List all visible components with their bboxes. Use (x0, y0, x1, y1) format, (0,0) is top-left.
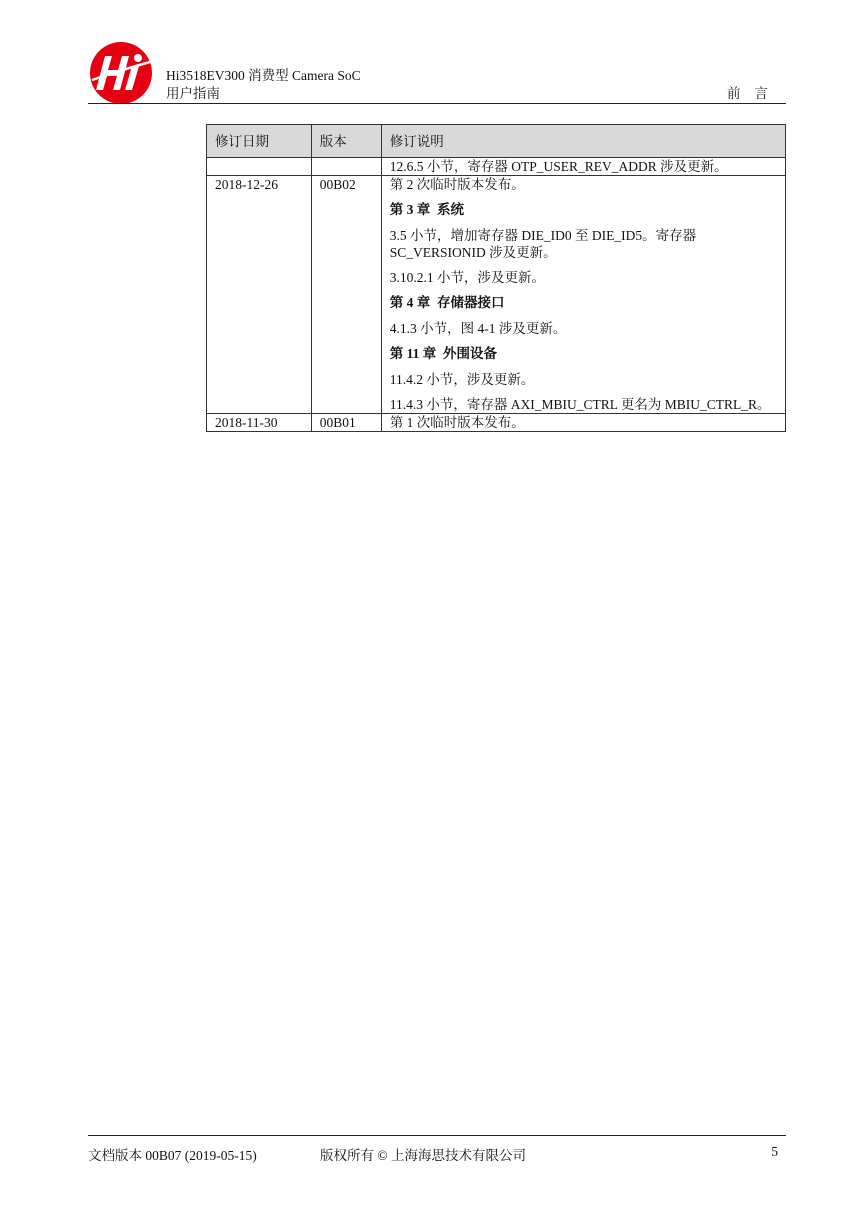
description-line: 3.5 小节，增加寄存器 DIE_ID0 至 DIE_ID5。寄存器 SC_VERSIONID 涉及更新。 (389, 228, 697, 260)
footer-copyright: 版权所有 © 上海海思技术有限公司 (320, 1148, 527, 1163)
column-header-date: 修订日期 (207, 125, 312, 158)
cell-version: 00B02 (311, 176, 381, 414)
header-section: 前言 (727, 86, 782, 101)
cell-version (311, 158, 381, 176)
column-header-description: 修订说明 (381, 125, 785, 158)
chapter-title: 外围设备 (442, 346, 497, 362)
cell-description (381, 176, 785, 414)
hisilicon-logo (88, 40, 154, 106)
chapter-number: 第 3 章 (389, 202, 431, 217)
chapter-heading (390, 201, 785, 219)
revision-table (206, 124, 786, 432)
page-number: 5 (771, 1144, 778, 1159)
description-line: 第 2 次临时版本发布。 (389, 177, 525, 192)
header-subtitle: 用户指南 (166, 86, 220, 101)
description-line: 第 1 次临时版本发布。 (389, 415, 525, 430)
cell-description (381, 158, 785, 176)
chapter-number: 第 4 章 (389, 295, 431, 310)
table-row-continued (207, 158, 786, 176)
table-row (207, 176, 786, 414)
chapter-heading (390, 294, 785, 312)
header-title: Hi3518EV300 消费型 Camera SoC (166, 68, 361, 83)
table-row (207, 414, 786, 432)
cell-date: 2018-11-30 (207, 414, 312, 432)
footer-doc-version: 文档版本 00B07 (2019-05-15) (88, 1148, 257, 1163)
cell-description (381, 414, 785, 432)
description-line: 11.4.2 小节，涉及更新。 (389, 372, 535, 387)
chapter-number: 第 11 章 (389, 346, 437, 361)
table-header-row (207, 125, 786, 158)
header-divider (88, 103, 786, 104)
description-line: 3.10.2.1 小节，涉及更新。 (389, 270, 545, 285)
description-line: 11.4.3 小节，寄存器 AXI_MBIU_CTRL 更名为 MBIU_CTRL_R。 (389, 397, 771, 412)
cell-version: 00B01 (311, 414, 381, 432)
chapter-title: 存储器接口 (436, 295, 505, 311)
cell-date (207, 158, 312, 176)
chapter-title: 系统 (436, 202, 464, 218)
column-header-version: 版本 (311, 125, 381, 158)
description-line: 12.6.5 小节，寄存器 OTP_USER_REV_ADDR 涉及更新。 (389, 159, 728, 174)
chapter-heading (390, 345, 785, 363)
footer-divider (88, 1135, 786, 1136)
description-line: 4.1.3 小节，图 4-1 涉及更新。 (389, 321, 567, 336)
cell-date: 2018-12-26 (207, 176, 312, 414)
